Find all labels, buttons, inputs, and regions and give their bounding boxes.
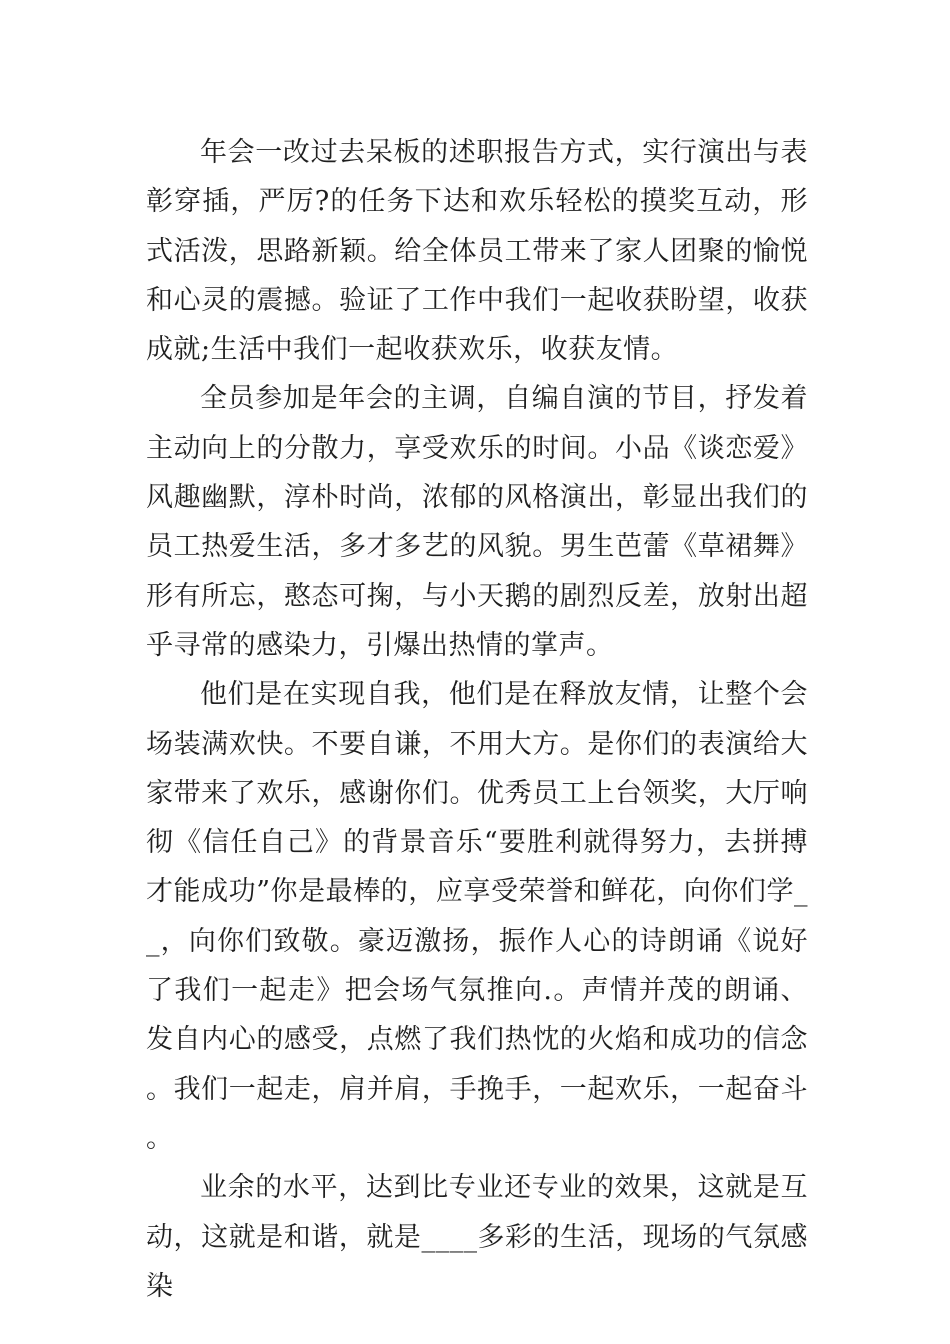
document-body	[146, 128, 808, 1311]
paragraph: 年会一改过去呆板的述职报告方式，实行演出与表彰穿插，严厉?的任务下达和欢乐轻松的摸奖互动，形式活泼，思路新颖。给全体员工带来了家人团聚的愉悦和心灵的震撼。验证了工作中我们一起收获盼望，收获成就;生活中我们一起收获欢乐，收获友情。	[146, 137, 808, 366]
paragraph: 业余的水平，达到比专业还专业的效果，这就是互动，这就是和谐，就是____多彩的生活，现场的气氛感染	[146, 1172, 808, 1302]
paragraph: 全员参加是年会的主调，自编自演的节目，抒发着主动向上的分散力，享受欢乐的时间。小品《谈恋爱》风趣幽默，淳朴时尚，浓郁的风格演出，彰显出我们的员工热爱生活，多才多艺的风貌。男生芭蕾《草裙舞》形有所忘，憨态可掬，与小天鹅的剧烈反差，放射出超乎寻常的感染力，引爆出热情的掌声。	[146, 383, 808, 661]
paragraph: 他们是在实现自我，他们是在释放友情，让整个会场装满欢快。不要自谦，不用大方。是你们的表演给大家带来了欢乐，感谢你们。优秀员工上台领奖，大厅响彻《信任自己》的背景音乐“要胜利就得努力，去拼搏才能成功”你是最棒的，应享受荣誉和鲜花，向你们学__，向你们致敬。豪迈激扬，振作人心的诗朗诵《说好了我们一起走》把会场气氛推向.。声情并茂的朗诵、发自内心的感受，点燃了我们热忱的火焰和成功的信念。我们一起走，肩并肩，手挽手，一起欢乐，一起奋斗。	[146, 679, 808, 1154]
